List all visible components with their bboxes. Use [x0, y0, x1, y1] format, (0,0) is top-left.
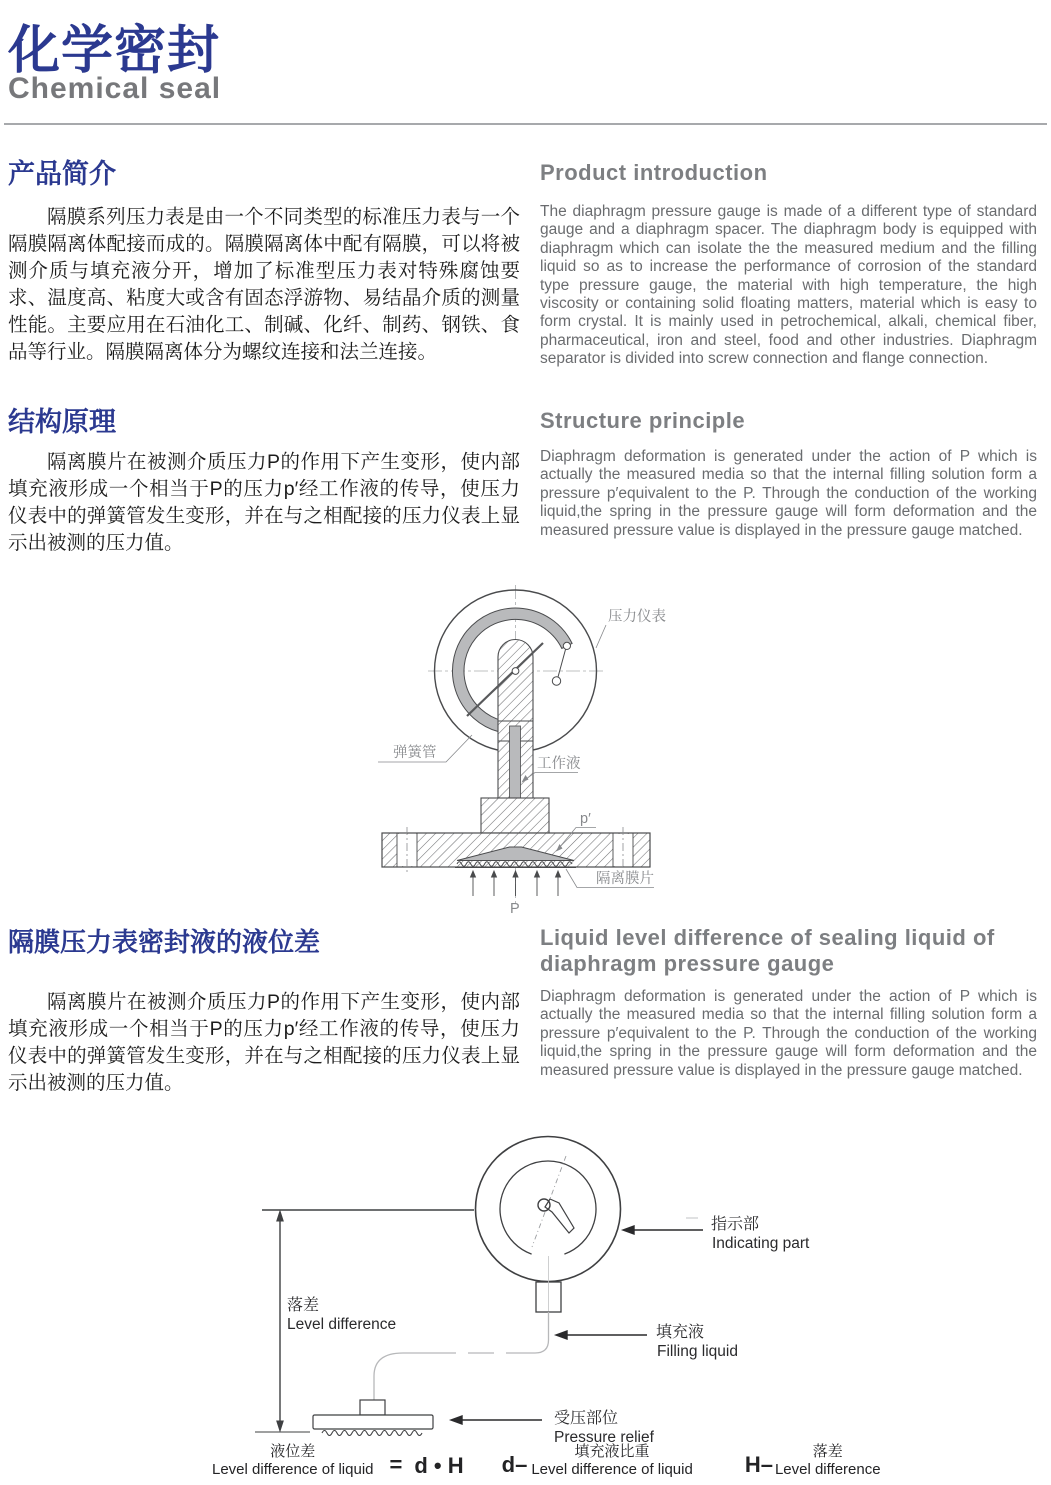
- section-level-body-en: Diaphragm deformation is generated under the action of P which is actually the measured media so that the internal filling solution form a pressure p′equivalent to the P. Through the conduction of the working liquid,the spring in the pressure gauge will form deformation and the measured pressure value is displayed in the pressure gauge matched.: [540, 988, 1037, 1079]
- level-difference-diagram: [225, 1120, 880, 1460]
- level-difference-formula: [212, 1444, 932, 1478]
- label-working-liquid: 工作液: [537, 756, 581, 772]
- section-intro-heading-zh: 产品简介: [8, 159, 116, 189]
- diaphragm-gauge-section-diagram: [363, 578, 677, 918]
- section-structure-heading-zh: 结构原理: [8, 407, 116, 437]
- section-intro-heading-en: Product introduction: [540, 160, 768, 185]
- label-filling-en: Filling liquid: [657, 1343, 738, 1360]
- pressure-capsule: [313, 1400, 433, 1436]
- page-title-en: Chemical seal: [8, 72, 222, 105]
- capsule-diaphragm-wave: [322, 1431, 422, 1436]
- indicating-gauge: [476, 1137, 621, 1313]
- pressure-arrows: [471, 871, 561, 896]
- section-level-body-zh: 隔离膜片在被测介质压力P的作用下产生变形，使内部填充液形成一个相当于P的压力p′经工作液的传导，使压力仪表中的弹簧管发生变形，并在与之相配接的压力仪表上显示出被测的压力值。: [8, 991, 520, 1094]
- label-p-prime: p′: [580, 811, 591, 827]
- formula-lhs-zh: 液位差: [270, 1443, 316, 1460]
- label-isolating-diaphragm: 隔离膜片: [596, 871, 654, 887]
- formula-lhs: [212, 1444, 374, 1478]
- page-title-zh: 化学密封: [8, 22, 221, 80]
- section-structure-heading-en: Structure principle: [540, 408, 746, 433]
- label-spring-tube: 弹簧管: [393, 745, 437, 761]
- label-pressure-p: P: [510, 901, 520, 917]
- formula-product: d • H: [414, 1452, 464, 1478]
- formula-d-label: [531, 1444, 693, 1478]
- section-level-heading-en: Liquid level difference of sealing liquid of diaphragm pressure gauge: [540, 925, 995, 976]
- formula-d-en: Level difference of liquid: [531, 1460, 693, 1478]
- section-structure-body-en: Diaphragm deformation is generated under the action of P which is actually the measured media so that the internal filling solution form a pressure p′equivalent to the P. Through the conduction of the working liquid,the spring in the pressure gauge will form deformation and the measured pressure value is displayed in the pressure gauge matched.: [540, 448, 1037, 539]
- formula-d-term: d–: [501, 1451, 528, 1477]
- section-level-heading-zh: 隔膜压力表密封液的液位差: [8, 927, 321, 957]
- label-pressed-en: Pressure relief: [554, 1429, 654, 1446]
- leader-pressure-gauge: [596, 625, 606, 648]
- connector-step-block: [481, 798, 549, 833]
- section-intro-body-zh: 隔膜系列压力表是由一个不同类型的标准压力表与一个隔膜隔离体配接而成的。隔膜隔离体中配有隔膜，可以将被测介质与填充液分开，增加了标准型压力表对特殊腐蚀要求、温度高、粘度大或含有固态浮游物、易结晶介质的测量性能。主要应用在石油化工、制碱、化纤、制药、钢铁、食品等行业。隔膜隔离体分为螺纹连接和法兰连接。: [8, 206, 520, 363]
- formula-h-zh: 落差: [812, 1443, 843, 1460]
- formula-h-en: Level difference: [774, 1460, 881, 1478]
- formula-d-zh: 填充液比重: [574, 1443, 650, 1460]
- label-pressure-gauge: 压力仪表: [608, 609, 666, 625]
- capillary-tube: [374, 1312, 549, 1400]
- label-filling-zh: 填充液: [656, 1324, 705, 1341]
- section-intro-body-en: The diaphragm pressure gauge is made of a different type of standard gauge and a diaphragm spacer. The diaphragm body is equipped with diaphragm which can isolate the the measured medium and the filling liquid so as to increase the performance of corrosion of the standard type pressure gauge, the material with high temperature, the high viscosity or containing solid floating matters, material which is easy to form crystal. It is mainly used in petrochemical, alkali, chemical fiber, pharmaceutical, iron and steel, food and other industries. Diaphragm separator is divided into screw connection and flange connection.: [540, 203, 1037, 368]
- formula-equals: =: [389, 1451, 403, 1477]
- link-pin-circle: [552, 677, 560, 685]
- label-drop-en: Level difference: [287, 1316, 397, 1333]
- header-divider: [4, 123, 1047, 125]
- label-drop-zh: 落差: [287, 1297, 320, 1314]
- diagram2-arrows: [451, 1218, 703, 1424]
- label-indicating-en: Indicating part: [712, 1235, 810, 1252]
- label-indicating-zh: 指示部: [711, 1216, 760, 1233]
- formula-lhs-en: Level difference of liquid: [212, 1460, 374, 1478]
- label-pressed-zh: 受压部位: [554, 1410, 619, 1427]
- formula-h-label: [775, 1444, 881, 1478]
- formula-h-term: H–: [744, 1451, 773, 1477]
- section-structure-body-zh: 隔离膜片在被测介质压力P的作用下产生变形，使内部填充液形成一个相当于P的压力p′经工作液的传导，使压力仪表中的弹簧管发生变形，并在与之相配接的压力仪表上显示出被测的压力值。: [8, 451, 520, 554]
- tube-end-circle: [563, 642, 570, 649]
